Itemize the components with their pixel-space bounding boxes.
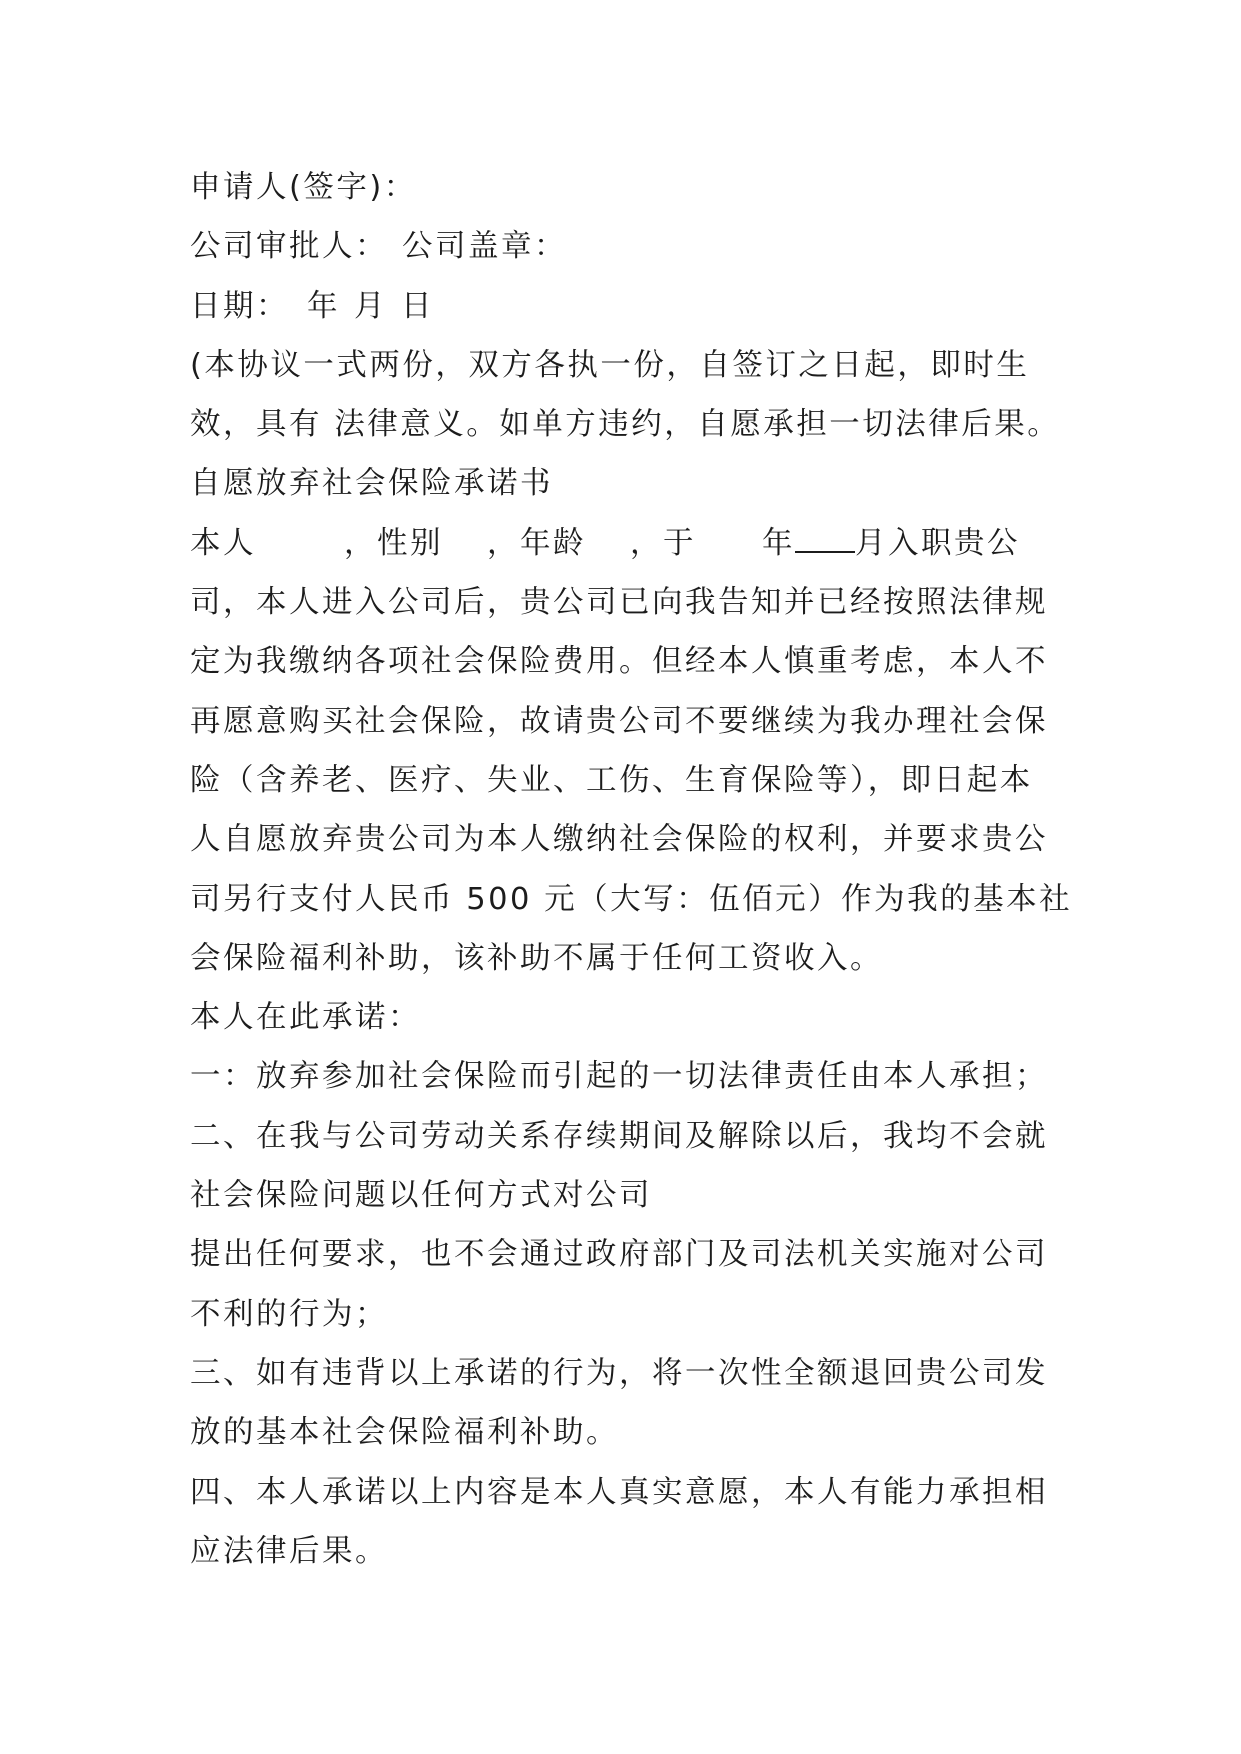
body-line: 司另行支付人民币 500 元（大写：伍佰元）作为我的基本社 [190, 881, 1073, 917]
agreement-note-line: 效，具有 法律意义。如单方违约，自愿承担一切法律后果。 [190, 407, 1061, 443]
intro-person: 本人 [190, 525, 256, 561]
commitment-heading: 本人在此承诺： [190, 1000, 421, 1036]
intro-year: 年 [762, 525, 795, 561]
date-line [190, 277, 1070, 336]
document-body [190, 158, 1073, 1581]
intro-first-line [190, 514, 1070, 573]
commitment-item: 二、在我与公司劳动关系存续期间及解除以后，我均不会就 [190, 1118, 1048, 1154]
body-line: 定为我缴纳各项社会保险费用。但经本人慎重考虑，本人不 [190, 644, 1048, 680]
commitment-item: 三、如有违背以上承诺的行为，将一次性全额退回贵公司发 [190, 1355, 1048, 1391]
body-line: 会保险福利补助，该补助不属于任何工资收入。 [190, 940, 883, 976]
commitment-item: 一：放弃参加社会保险而引起的一切法律责任由本人承担； [190, 1059, 1048, 1095]
seal-label: 公司盖章： [402, 229, 567, 265]
approver-seal-line [190, 217, 1070, 276]
commitment-item: 放的基本社会保险福利补助。 [190, 1415, 619, 1451]
body-line: 再愿意购买社会保险，故请贵公司不要继续为我办理社会保 [190, 703, 1048, 739]
intro-at: ，于 [630, 525, 696, 561]
applicant-signature-line [190, 158, 1070, 217]
date-year: 年 [307, 288, 340, 324]
intro-month-join: 月入职贵公 [855, 525, 1020, 561]
body-line: 险（含养老、医疗、失业、工伤、生育保险等），即日起本 [190, 762, 1033, 798]
applicant-label: 申请人(签字)： [190, 170, 417, 205]
commitment-item: 应法律后果。 [190, 1533, 388, 1569]
document-title: 自愿放弃社会保险承诺书 [190, 466, 553, 502]
body-line: 司，本人进入公司后，贵公司已向我告知并已经按照法律规 [190, 585, 1048, 621]
agreement-note-line: (本协议一式两份，双方各执一份，自签订之日起，即时生 [190, 347, 1030, 383]
date-label: 日期： [190, 288, 289, 324]
commitment-item: 提出任何要求，也不会通过政府部门及司法机关实施对公司 [190, 1237, 1048, 1273]
date-day: 日 [401, 288, 434, 324]
intro-age: ，年龄 [487, 525, 586, 561]
intro-gender: ，性别 [344, 525, 443, 561]
body-line: 人自愿放弃贵公司为本人缴纳社会保险的权利，并要求贵公 [190, 822, 1048, 858]
month-blank [795, 525, 855, 553]
approver-label: 公司审批人： [190, 229, 388, 265]
commitment-item: 四、本人承诺以上内容是本人真实意愿，本人有能力承担相 [190, 1474, 1048, 1510]
commitment-item: 社会保险问题以任何方式对公司 [190, 1178, 652, 1214]
date-month: 月 [354, 288, 387, 324]
commitment-item: 不利的行为； [190, 1296, 388, 1332]
